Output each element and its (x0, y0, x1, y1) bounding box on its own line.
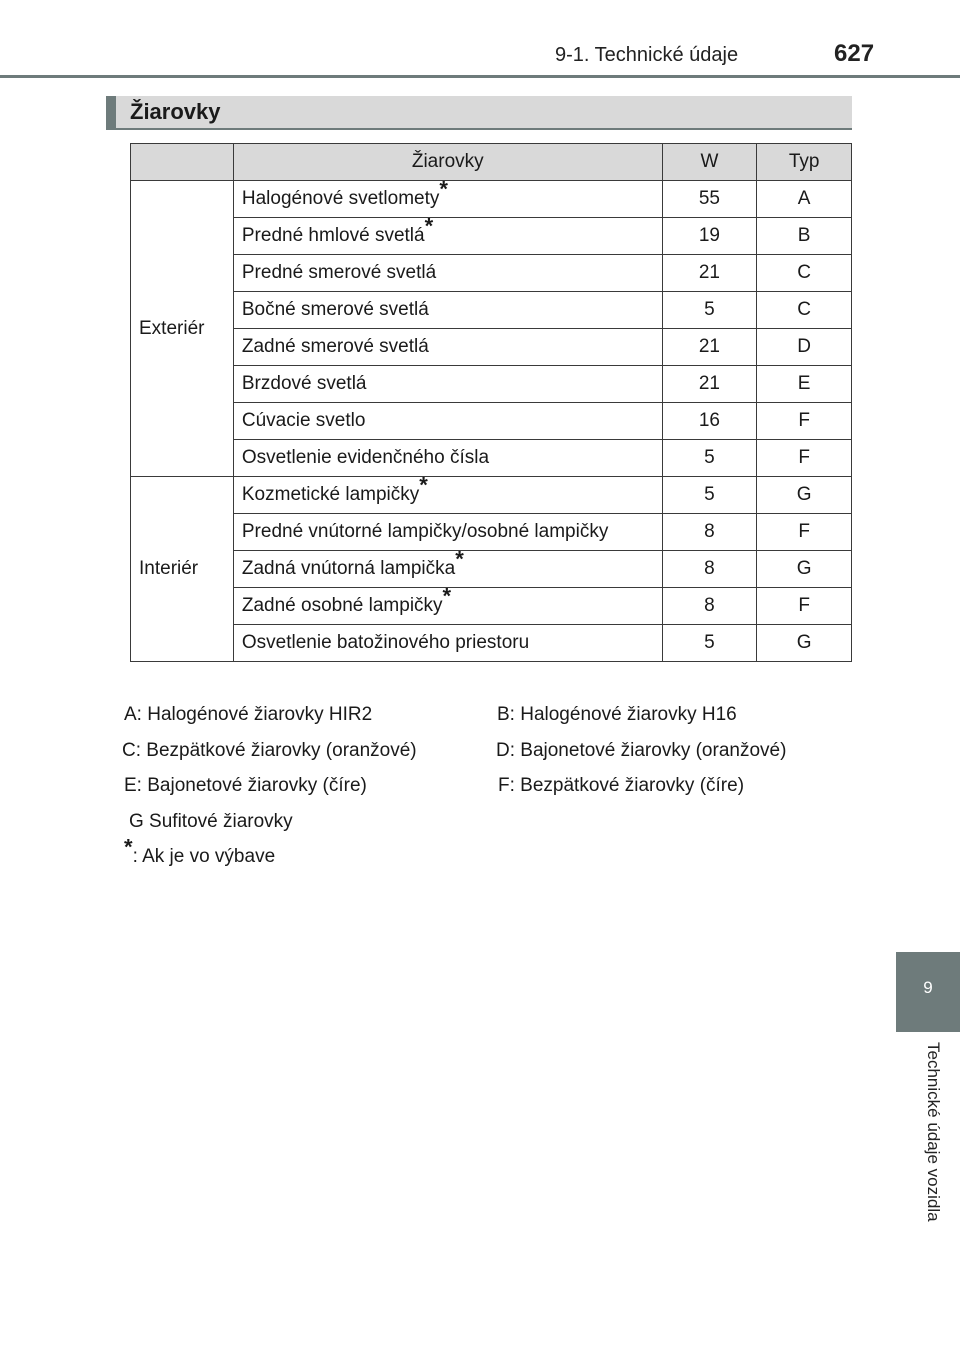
table-row (131, 218, 852, 255)
wattage-cell: 5 (662, 292, 757, 329)
legend-item: D: Bajonetové žiarovky (oranžové) (496, 740, 787, 761)
running-header-section: 9-1. Technické údaje (555, 44, 739, 66)
table-row (131, 181, 852, 218)
wattage-cell: 16 (662, 403, 757, 440)
page-number: 627 (834, 40, 875, 67)
table-body (131, 176, 852, 662)
table-header-cell (131, 144, 234, 181)
type-cell: C (757, 292, 852, 329)
chapter-tab (896, 952, 960, 1032)
bulb-name-cell (233, 176, 662, 218)
header-divider (0, 75, 960, 78)
type-cell: G (757, 625, 852, 662)
wattage-cell: 8 (662, 551, 757, 588)
asterisk-mark: * (124, 834, 133, 860)
bulb-table (130, 143, 852, 662)
table-row (131, 551, 852, 588)
type-cell: D (757, 329, 852, 366)
asterisk-mark: * (442, 583, 452, 609)
table-row (131, 477, 852, 514)
table-row (131, 292, 852, 329)
bulb-name: Zadné osobné lampičky (241, 595, 443, 616)
bulb-name: Predné vnútorné lampičky/osobné lampičky (241, 521, 609, 542)
bulb-name-cell (233, 625, 662, 662)
footnote-text: : Ak je vo výbave (132, 846, 276, 867)
bulb-name-cell (233, 255, 662, 292)
bulb-name: Zadné smerové svetlá (241, 336, 429, 357)
legend-item: E: Bajonetové žiarovky (číre) (124, 775, 367, 796)
group-label: Interiér (131, 477, 234, 662)
table-row (131, 329, 852, 366)
wattage-cell: 21 (662, 366, 757, 403)
wattage-cell: 19 (662, 218, 757, 255)
bulb-name-cell (233, 546, 662, 588)
legend-item: B: Halogénové žiarovky H16 (497, 704, 737, 725)
legend-item: F: Bezpätkové žiarovky (číre) (498, 775, 745, 796)
section-title: Žiarovky (130, 99, 221, 124)
wattage-cell: 8 (662, 588, 757, 625)
type-cell: E (757, 366, 852, 403)
footnote (124, 834, 276, 868)
asterisk-mark: * (439, 176, 448, 202)
bulb-name: Brzdové svetlá (241, 373, 367, 394)
asterisk-mark: * (455, 546, 464, 572)
wattage-cell: 55 (662, 181, 757, 218)
bulb-name-cell (233, 403, 662, 440)
table-row (131, 403, 852, 440)
wattage-cell: 5 (662, 477, 757, 514)
bulb-name: Zadná vnútorná lampička (241, 558, 456, 579)
bulb-name: Predné smerové svetlá (241, 262, 437, 283)
bulb-name: Predné hmlové svetlá (241, 225, 425, 246)
bulb-name: Cúvacie svetlo (241, 410, 366, 431)
type-cell: B (757, 218, 852, 255)
bulb-name: Halogénové svetlomety (241, 188, 440, 209)
table-header-cell: Typ (757, 144, 852, 181)
bulb-name: Osvetlenie batožinového priestoru (241, 632, 530, 653)
table-header-cell: Žiarovky (233, 144, 662, 181)
table-row (131, 440, 852, 477)
wattage-cell: 21 (662, 329, 757, 366)
table-row (131, 366, 852, 403)
table-row (131, 588, 852, 625)
type-cell: G (757, 477, 852, 514)
type-cell: F (757, 403, 852, 440)
table-header-row (131, 144, 852, 181)
legend-item: C: Bezpätkové žiarovky (oranžové) (122, 740, 417, 761)
wattage-cell: 21 (662, 255, 757, 292)
legend-item: A: Halogénové žiarovky HIR2 (124, 704, 373, 725)
asterisk-mark: * (419, 472, 428, 498)
table-header-cell: W (662, 144, 757, 181)
type-cell: A (757, 181, 852, 218)
type-cell: G (757, 551, 852, 588)
chapter-label: Technické údaje vozidla (924, 1042, 943, 1222)
group-label: Exteriér (131, 181, 234, 477)
wattage-cell: 5 (662, 625, 757, 662)
wattage-cell: 5 (662, 440, 757, 477)
bulb-name-cell (233, 292, 662, 329)
bulb-name: Kozmetické lampičky (241, 484, 420, 505)
section-heading-bar (106, 96, 852, 130)
type-cell: C (757, 255, 852, 292)
type-cell: F (757, 514, 852, 551)
bulb-name-cell (233, 440, 662, 477)
legend-item: G Sufitové žiarovky (129, 811, 293, 832)
bulb-name-cell (233, 329, 662, 366)
table-row (131, 625, 852, 662)
bulb-name: Osvetlenie evidenčného čísla (241, 447, 490, 468)
type-cell: F (757, 440, 852, 477)
bulb-name-cell (233, 514, 662, 551)
bulb-name-cell (233, 213, 662, 255)
type-cell: F (757, 588, 852, 625)
wattage-cell: 8 (662, 514, 757, 551)
bulb-name-cell (233, 366, 662, 403)
bulb-name-cell (233, 472, 662, 514)
bulb-name-cell (233, 583, 662, 625)
table-row (131, 514, 852, 551)
asterisk-mark: * (424, 213, 434, 239)
bulb-name: Bočné smerové svetlá (241, 299, 429, 320)
table-row (131, 255, 852, 292)
chapter-number: 9 (923, 978, 933, 997)
